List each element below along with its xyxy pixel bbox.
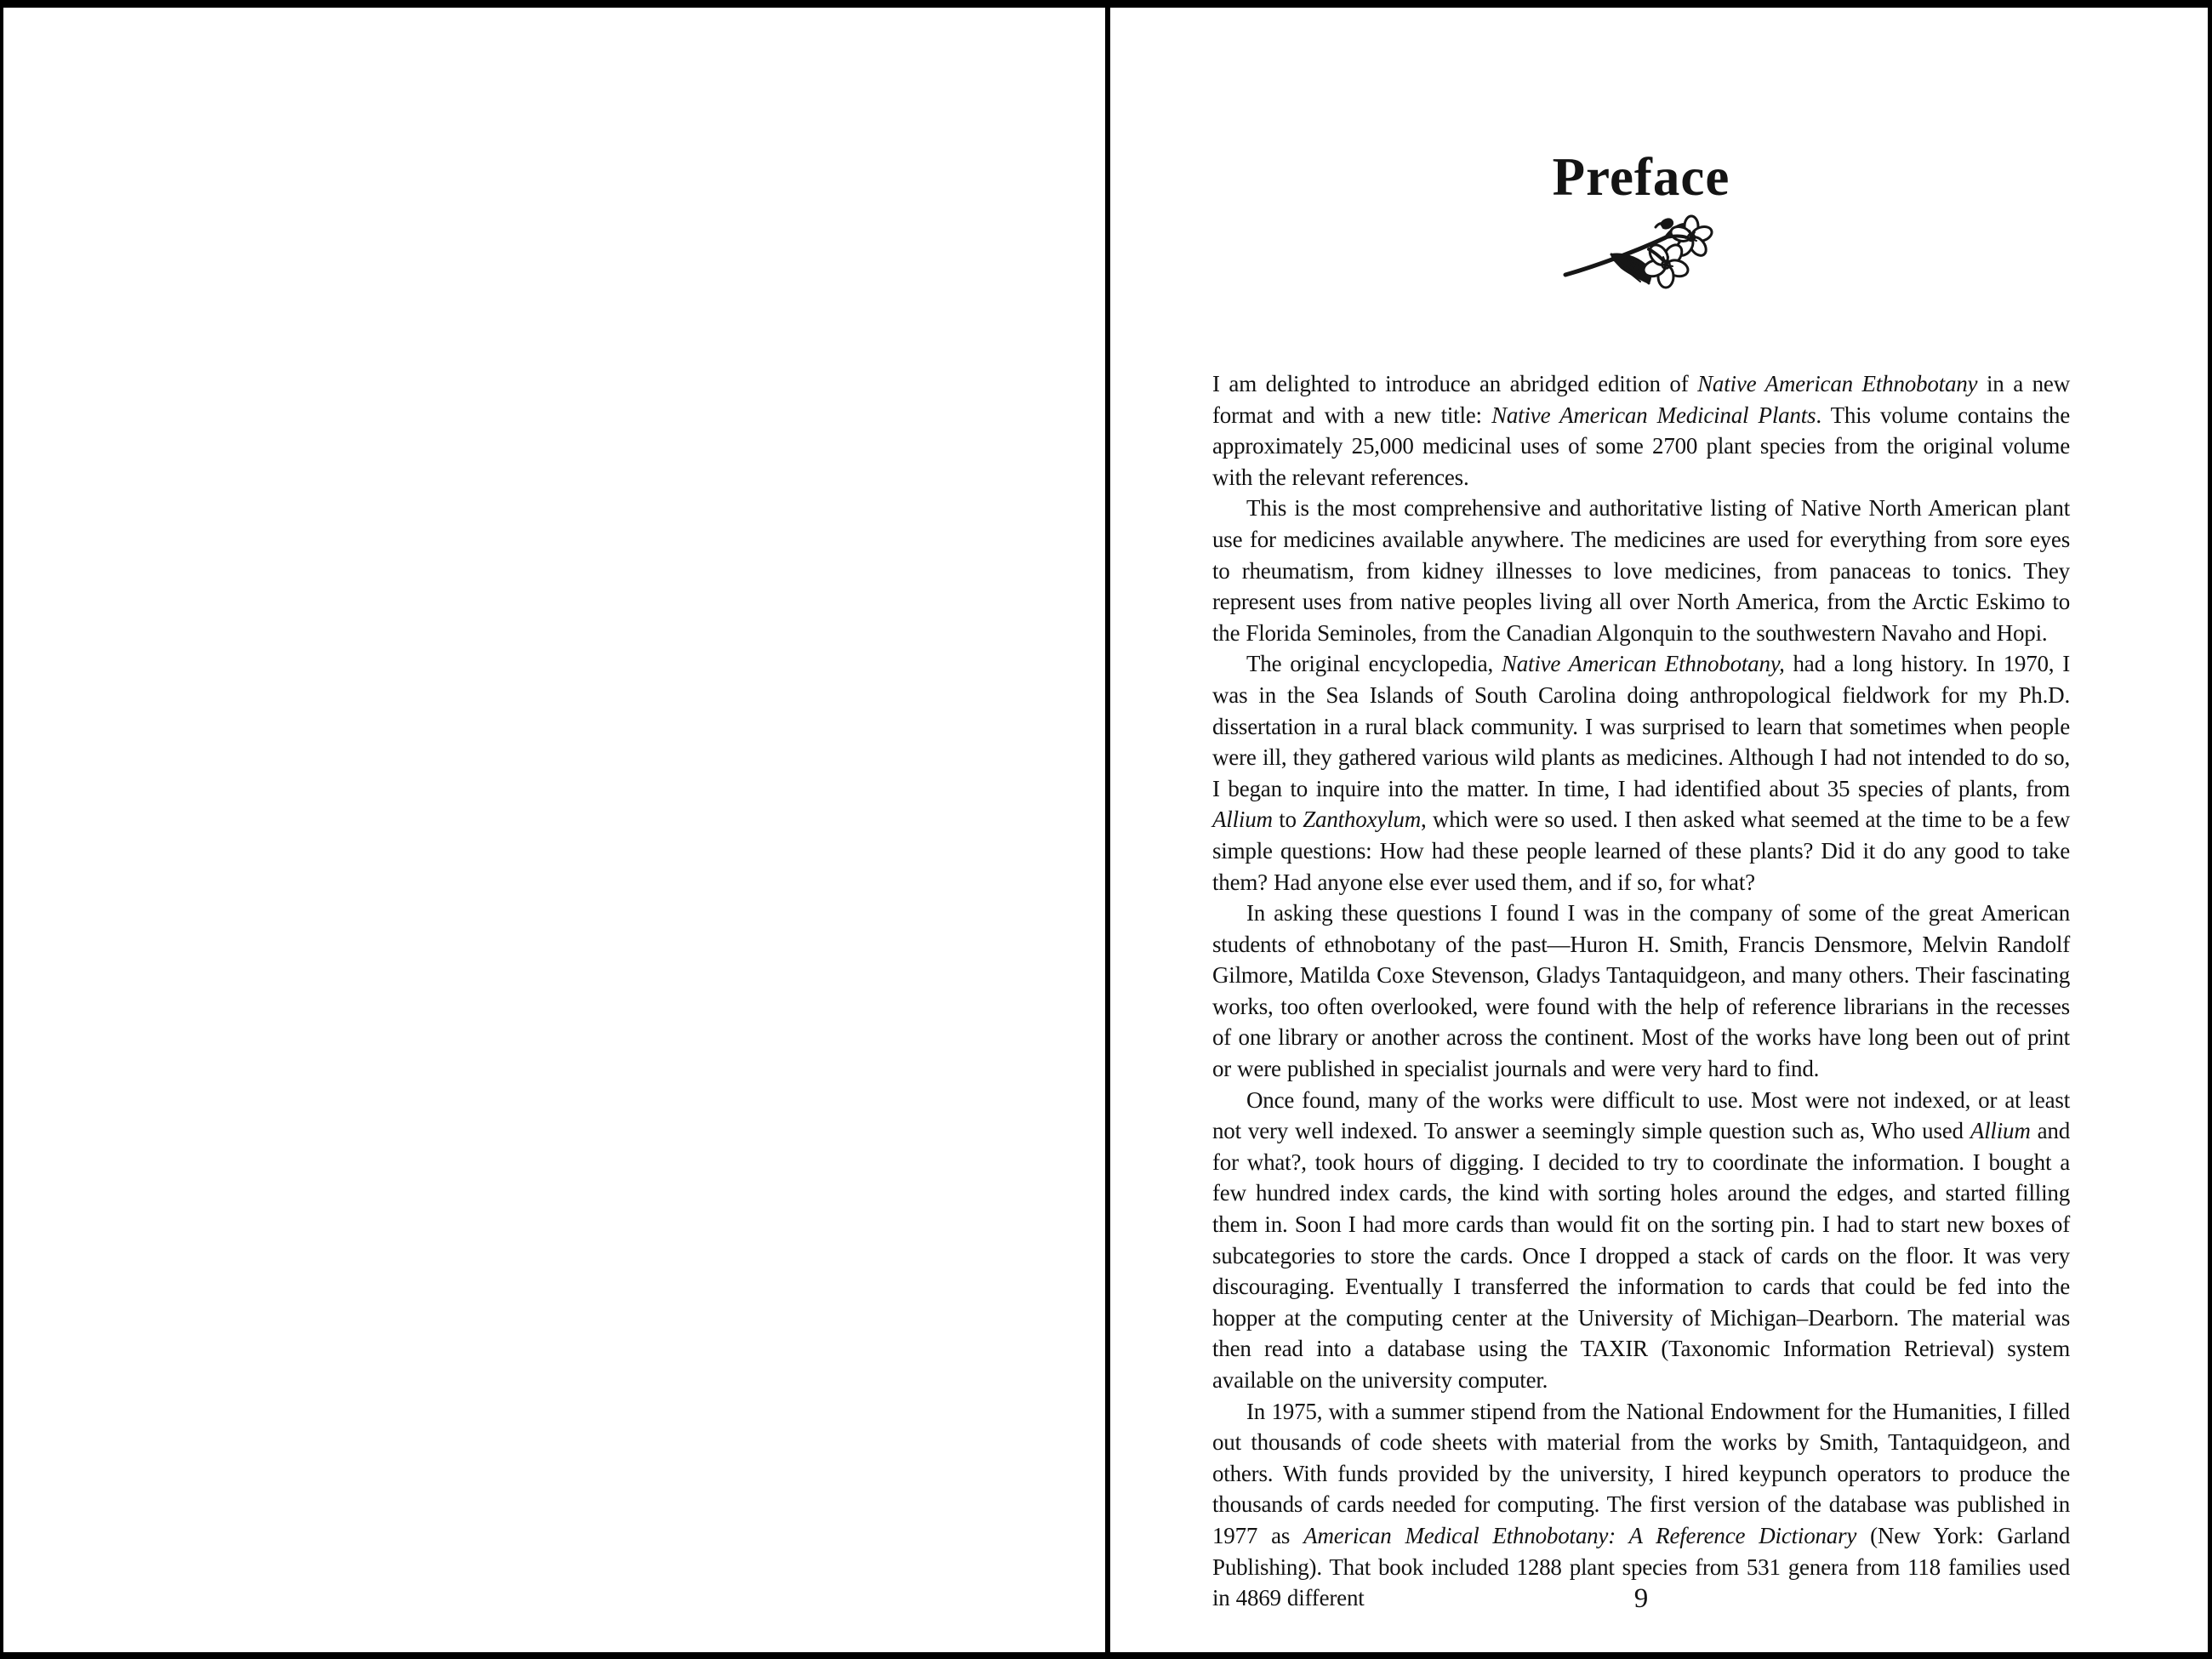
body-text: and for what?, took hours of digging. I decided to try to coordinate the information. I bought a few hundred index cards, the kind with sorting holes around the edges, and started filling them in. Soon I had more cards than would fit on the sorting pin. I had to start new boxes of subcategories to store the cards. Once I dropped a stack of cards on the floor. It was very discouraging. Eventually I transferred the information to cards that could be fed into the hopper at the computing center at the University of Michigan–Dearborn. The material was then read into a database using the TAXIR (Taxonomic Information Retrieval) system available on the university computer.: [1212, 1118, 2071, 1393]
italic-text: Allium: [1212, 807, 1273, 833]
body-text: , which were so used. I then asked what seemed at the time to be a few simple questions: How had these people learned of these plants? Did it do any good to take them? Had anyone else ever used them, and if so, for what?: [1212, 807, 2070, 895]
preface-body: [1212, 368, 2070, 1614]
body-text: Once found, many of the works were difficult to use. Most were not indexed, or at least not very well indexed. To answer a seemingly simple question such as, Who used: [1212, 1086, 2070, 1144]
paragraph: [1212, 1396, 2070, 1614]
body-text: in a new format and with a new title:: [1212, 371, 2070, 428]
italic-text: Zanthoxylum: [1303, 807, 1422, 833]
body-text: This is the most comprehensive and authoritative listing of Native North American plant use for medicines available anywhere. The medicines are used for everything from sore eyes to rheumatism, from kidney illnesses to love medicines, from panaceas to tonics. They represent uses from native peoples living all over North America, from the Arctic Eskimo to the Florida Seminoles, from the Canadian Algonquin to the southwestern Navaho and Hopi.: [1212, 495, 2070, 646]
body-text: . This volume contains the approximately 25,000 medicinal uses of some 2700 plant species from the original volume with the relevant references.: [1212, 402, 2070, 490]
body-text: (New York: Garland Publishing). That book included 1288 plant species from 531 genera from 118 families used in 4869 different: [1212, 1522, 2070, 1611]
body-text: had a long history. In 1970, I was in the Sea Islands of South Carolina doing anthropological fieldwork for my Ph.D. dissertation in a rural black community. I was surprised to learn that sometimes when people were ill, they gathered various wild plants as medicines. Although I had not intended to do so, I began to inquire into the matter. In time, I had identified about 35 species of plants, from: [1212, 651, 2071, 801]
page-title: Preface: [1552, 147, 1730, 207]
italic-text: Native American Medicinal Plants: [1491, 402, 1816, 428]
page-number: 9: [1633, 1583, 1649, 1614]
body-text: to: [1272, 807, 1303, 833]
italic-text: Native American Ethnobotany,: [1501, 651, 1785, 677]
body-text: I am delighted to introduce an abridged edition of: [1212, 371, 1698, 396]
italic-text: American Medical Ethnobotany: A Reference Dictionary: [1303, 1522, 1857, 1548]
paragraph: [1212, 493, 2070, 648]
right-page: [1110, 8, 2208, 1652]
ornament-container: [1212, 212, 2070, 290]
paragraph: [1212, 368, 2070, 493]
italic-text: Native American Ethnobotany: [1697, 371, 1978, 396]
paragraph: [1212, 648, 2070, 898]
flower-sprig-ornament-icon: [1560, 279, 1722, 294]
body-text: In 1975, with a summer stipend from the National Endowment for the Humanities, I filled out thousands of code sheets with material from the works by Smith, Tantaquidgeon, and others. With funds provided by the university, I hired keypunch operators to produce the thousands of cards needed for computing. The first version of the database was published in 1977 as: [1212, 1398, 2070, 1548]
content-column: [1212, 8, 2070, 1614]
body-text: In asking these questions I found I was in the company of some of the great American students of ethnobotany of the past—Huron H. Smith, Francis Densmore, Melvin Randolf Gilmore, Matilda Coxe Stevenson, Gladys Tantaquidgeon, and many others. Their fascinating works, too often overlooked, were found with the help of reference librarians in the recesses of one library or another across the continent. Most of the works have long been out of print or were published in specialist journals and were very hard to find.: [1212, 900, 2070, 1082]
left-page-blank: [3, 8, 1105, 1652]
paragraph: [1212, 1085, 2070, 1396]
body-text: The original encyclopedia,: [1246, 651, 1502, 677]
paragraph: [1212, 898, 2070, 1085]
italic-text: Allium: [1970, 1118, 2031, 1144]
